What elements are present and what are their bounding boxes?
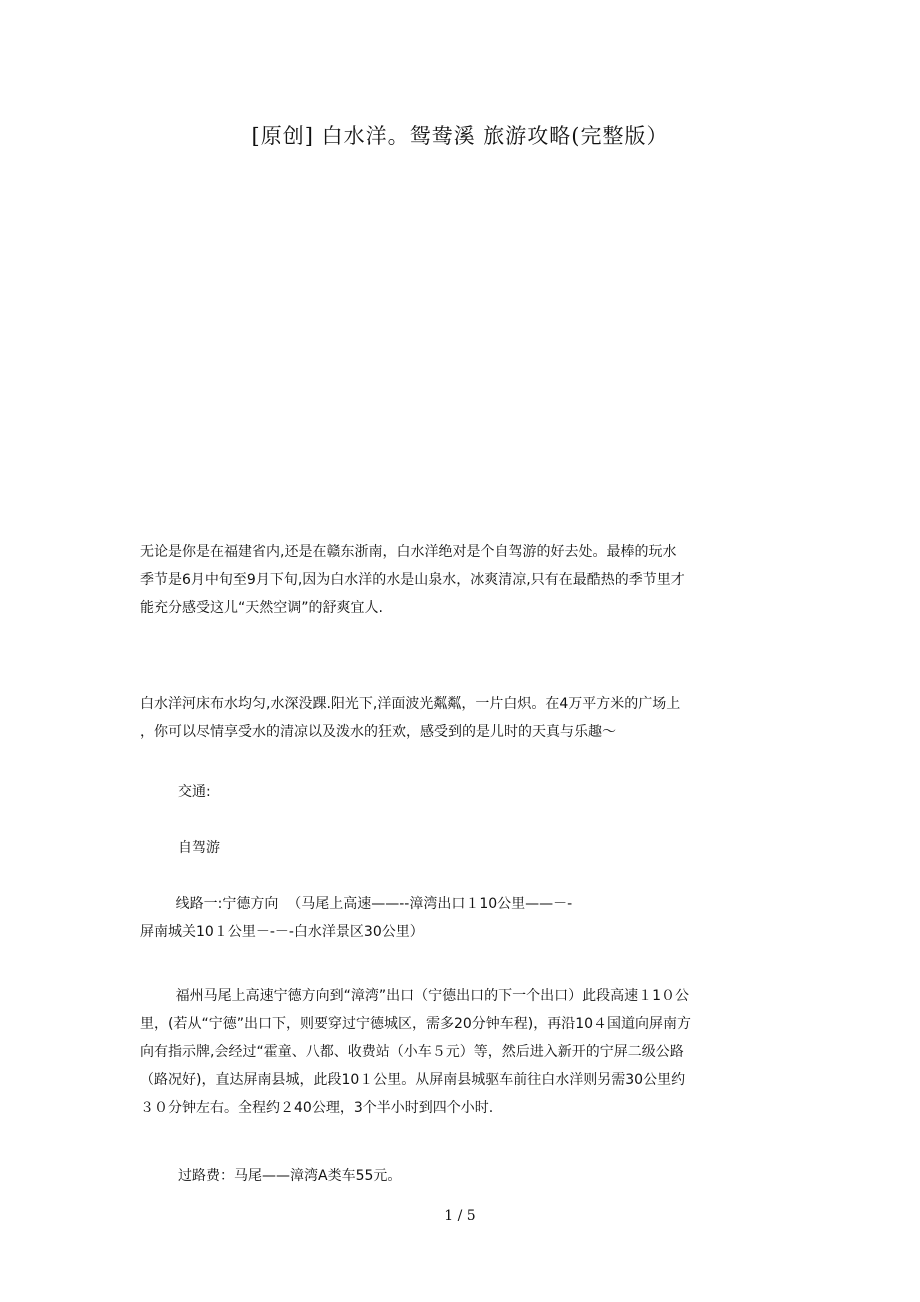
- text-line: 里，(若从“宁德”出口下，则要穿过宁德城区，需多20分钟车程)，再沿10４国道向屏南方: [140, 1016, 692, 1032]
- text-line: ３０分钟左右。全程约２40公理，3个半小时到四个小时.: [140, 1100, 494, 1116]
- text-line: 无论是你是在福建省内,还是在赣东浙南，白水洋绝对是个自驾游的好去处。最棒的玩水: [140, 544, 677, 560]
- text-line: 向有指示牌,会经过“霍童、八都、收费站（小车５元）等，然后进入新开的宁屏二级公路: [140, 1044, 684, 1060]
- river-paragraph: [140, 690, 680, 746]
- directions-paragraph: [140, 982, 691, 1122]
- route-paragraph: [140, 890, 572, 946]
- text-line: 福州马尾上高速宁德方向到“漳湾”出口（宁德出口的下一个出口）此段高速１1０公: [140, 988, 690, 1004]
- self-drive-heading: [178, 834, 220, 862]
- traffic-heading: [178, 778, 211, 806]
- text-line: 自驾游: [178, 840, 220, 856]
- toll-paragraph: [178, 1162, 401, 1190]
- text-line: （路况好)，直达屏南县城，此段10１公里。从屏南县城驱车前往白水洋则另需30公里约: [140, 1072, 686, 1088]
- text-line: 过路费：马尾——漳湾A类车55元。: [178, 1168, 402, 1184]
- text-line: 屏南城关10１公里－-－-白水洋景区30公里）: [140, 924, 424, 940]
- text-line: 线路一:宁德方向 （马尾上高速——--漳湾出口１10公里——－-: [140, 896, 573, 912]
- text-line: 能充分感受这儿“天然空调”的舒爽宜人.: [140, 600, 383, 616]
- text-line: 交通:: [178, 784, 211, 800]
- document-title: [原创] 白水洋。鸳鸯溪 旅游攻略(完整版）: [251, 124, 669, 148]
- text-line: 白水洋河床布水均匀,水深没踝.阳光下,洋面波光粼粼，一片白炽。在4万平方米的广场上: [140, 696, 681, 712]
- intro-paragraph: [140, 538, 685, 622]
- text-line: 季节是6月中旬至9月下旬,因为白水洋的水是山泉水，冰爽清凉,只有在最酷热的季节里才: [140, 572, 685, 588]
- text-line: ，你可以尽情享受水的清凉以及泼水的狂欢，感受到的是儿时的天真与乐趣～: [140, 724, 616, 740]
- page-number: 1 / 5: [444, 1208, 476, 1224]
